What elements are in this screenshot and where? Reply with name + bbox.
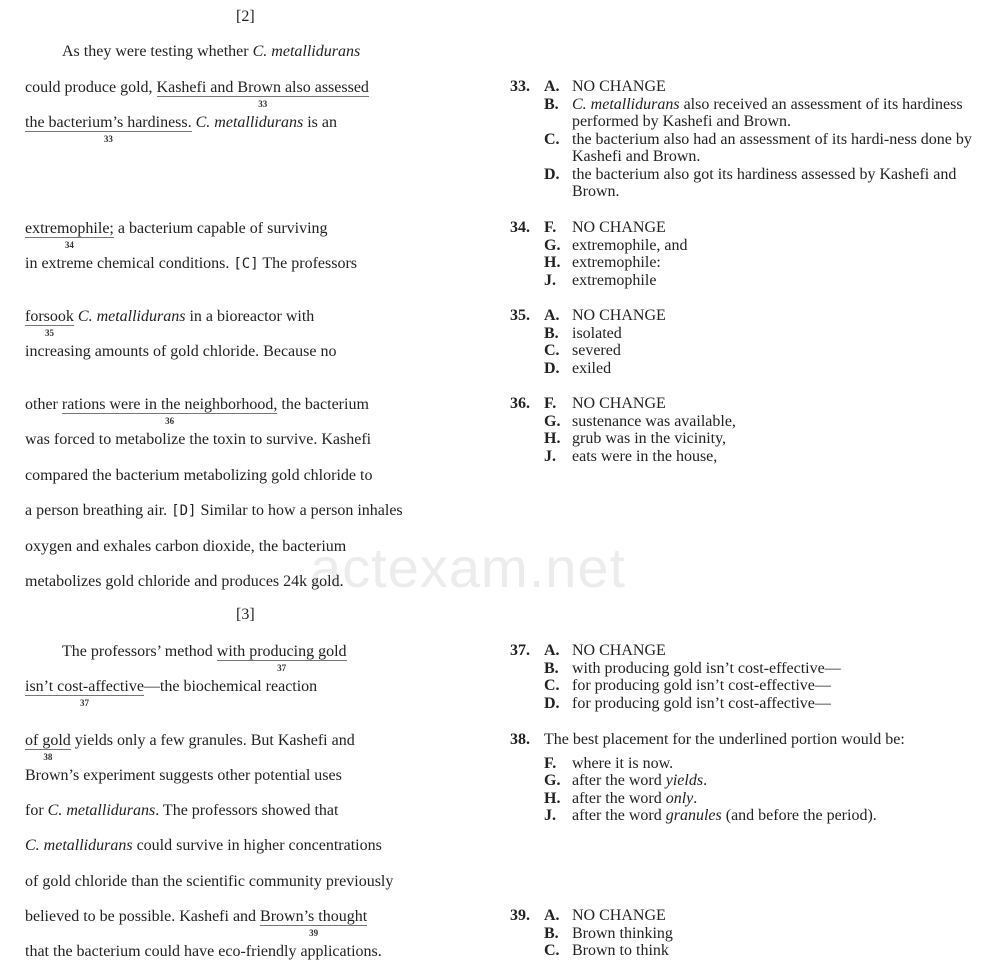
passage-line [25,907,368,938]
option-text: NO CHANGE [572,78,666,95]
passage-line: increasing amounts of gold chloride. Because no [25,343,337,360]
underlined-text: Kashefi and Brown also assessed [156,79,369,96]
underlined-text: the bacterium’s hardiness. [25,114,192,131]
word: granules [665,807,722,824]
answer-option[interactable] [510,448,980,466]
placement-marker-d: [D] [171,503,197,519]
underlined-text: Brown’s thought [260,908,368,925]
question-number: 33 [103,134,113,144]
answer-option[interactable] [510,219,980,237]
question-stem [510,731,980,749]
option-letter: H. [544,254,561,271]
option-text: NO CHANGE [572,219,666,236]
option-text: NO CHANGE [572,642,666,659]
question-number: 34. [510,219,530,236]
passage-line: oxygen and exhales carbon dioxide, the bacterium [25,538,347,555]
answer-option[interactable] [510,307,980,325]
underline-38[interactable] [25,731,71,762]
option-text: for producing gold isn’t cost-effective— [572,677,831,694]
underline-39[interactable] [260,907,368,938]
question-38 [510,731,980,825]
question-number: 39 [309,928,319,938]
text: The professors’ method [62,643,217,660]
question-number: 37. [510,642,530,659]
option-letter: H. [544,789,561,807]
option-text: Brown thinking [572,924,673,942]
passage-line [25,731,355,762]
passage-line [62,642,347,673]
text: a person breathing air. [25,502,172,519]
option-letter: F. [544,395,557,412]
option-text: extremophile [572,271,657,289]
question-number: 39. [510,907,530,924]
option-letter: B. [544,924,559,942]
passage-line [25,113,337,144]
question-number: 36 [165,416,175,426]
answer-option[interactable] [510,360,980,378]
passage-line: of gold chloride than the scientific community previously [25,873,394,890]
answer-option[interactable] [510,790,980,808]
species-name: C. metallidurans [252,43,361,60]
option-letter: G. [544,412,561,430]
question-number: 35. [510,307,530,324]
option-letter: D. [544,359,560,377]
underlined-text: forsook [25,308,74,325]
answer-option[interactable] [510,166,980,201]
underlined-text: isn’t cost-affective [25,678,144,695]
underlined-text: with producing gold [216,643,347,660]
text: —the biochemical reaction [143,678,318,695]
option-text: the bacterium also got its hardiness assessed by Kashefi and Brown. [572,165,957,200]
text: in a bioreactor with [185,308,315,325]
passage-line [25,801,338,821]
option-letter: B. [544,659,559,677]
answer-option[interactable] [510,942,980,960]
text: could survive in higher concentrations [132,837,382,854]
underline-33[interactable] [25,113,192,144]
text: Similar to how a person inhales [196,502,403,519]
passage-line [25,501,403,521]
text: The professors [258,255,358,272]
passage-line [25,395,369,426]
answer-option[interactable] [510,395,980,413]
answer-option[interactable] [510,78,980,96]
passage-line: Brown’s experiment suggests other potential uses [25,767,342,784]
answer-option[interactable] [510,430,980,448]
option-text: grub was in the vicinity, [572,430,727,447]
option-letter: C. [544,942,560,959]
option-letter: J. [544,447,556,465]
answer-option[interactable] [510,807,980,825]
answer-option[interactable] [510,695,980,713]
passage-line [62,42,360,62]
answer-option[interactable] [510,642,980,660]
passage-line [25,78,369,109]
question-number: 37 [277,663,287,673]
passage-line: compared the bacterium metabolizing gold chloride to [25,467,373,484]
answer-option[interactable] [510,677,980,695]
answer-option[interactable] [510,772,980,790]
answer-option[interactable] [510,907,980,925]
text: after the word [572,789,666,807]
option-text: NO CHANGE [572,907,666,924]
option-letter: G. [544,772,561,789]
species-name: C. metallidurans [77,308,186,325]
question-number: 33. [510,78,530,95]
underlined-text: rations were in the neighborhood, [61,396,278,413]
option-text: severed [572,342,621,359]
passage-line: that the bacterium could have eco-friendly applications. [25,943,382,960]
word: only [665,789,694,807]
option-letter: B. [544,95,559,113]
question-33 [510,78,980,201]
passage-line: metabolizes gold chloride and produces 24k gold. [25,573,344,590]
answer-option[interactable] [510,342,980,360]
passage-line: was forced to metabolize the toxin to survive. Kashefi [25,431,372,448]
text: in extreme chemical conditions. [25,255,234,272]
underline-37[interactable] [216,642,347,673]
species-name: C. metallidurans [572,95,680,113]
option-text: Brown to think [572,942,669,959]
word: yields [665,772,704,789]
option-letter: A. [544,78,560,95]
answer-option[interactable] [510,325,980,343]
text: believed to be possible. Kashefi and [25,908,261,925]
question-number: 33 [258,99,268,109]
text: other [25,396,62,413]
text: As they were testing whether [62,43,253,60]
option-text: sustenance was available, [572,412,736,430]
species-name: C. metallidurans [47,802,156,819]
option-text: where it is now. [572,754,674,772]
question-36 [510,395,980,465]
text: after the word [572,772,666,789]
option-text [572,790,980,808]
underline-35[interactable] [25,307,74,338]
question-number: 34 [64,240,74,250]
question-number: 38. [510,731,530,748]
text: for [25,802,48,819]
option-text: for producing gold isn’t cost-affective— [572,694,831,712]
option-letter: A. [544,642,560,659]
text: . [703,772,708,789]
option-text: isolated [572,324,622,342]
text: (and before the period). [721,807,877,824]
question-35 [510,307,980,377]
section-marker-3: [3] [236,606,255,623]
option-text: eats were in the house, [572,447,718,465]
option-text [572,96,980,131]
answer-option[interactable] [510,254,980,272]
underline-33[interactable] [156,78,369,109]
option-letter: F. [544,754,557,772]
option-letter: D. [544,165,560,183]
text: the bacterium [277,396,369,413]
option-letter: F. [544,219,557,236]
question-number: 35 [44,328,54,338]
answer-option[interactable] [510,755,980,773]
option-letter: J. [544,807,556,824]
species-name: C. metallidurans [25,837,133,854]
question-39 [510,907,980,960]
option-text [572,772,980,790]
answer-option[interactable] [510,237,980,255]
underline-34[interactable] [25,219,114,250]
option-letter: H. [544,430,561,447]
option-letter: C. [544,342,560,359]
placement-marker-c: [C] [233,256,259,272]
option-letter: C. [544,677,560,694]
passage-line [25,836,382,856]
question-number: 36. [510,395,530,412]
option-text: NO CHANGE [572,307,666,324]
option-text: NO CHANGE [572,395,666,412]
question-37 [510,642,980,712]
passage-line [25,254,357,274]
option-text [572,807,980,825]
answer-option[interactable] [510,660,980,678]
answer-option[interactable] [510,413,980,431]
option-letter: C. [544,130,560,148]
answer-option[interactable] [510,96,980,131]
option-letter: A. [544,307,560,324]
answer-option[interactable] [510,131,980,166]
option-text: the bacterium also had an assessment of its hardi-ness done by Kashefi and Brown. [572,130,972,165]
option-letter: J. [544,271,556,289]
underline-37[interactable] [25,677,144,708]
passage-line [25,677,318,708]
passage-line [25,307,315,338]
text: . [693,789,698,807]
underlined-text: of gold [25,732,71,749]
option-text: extremophile: [572,254,661,271]
text: . The professors showed that [155,802,339,819]
option-letter: A. [544,907,560,924]
answer-option[interactable] [510,925,980,943]
question-34 [510,219,980,289]
text: also received an assessment of its hardiness performed by Kashefi and Brown. [572,95,963,130]
option-text: extremophile, and [572,236,688,254]
passage-line [25,219,328,250]
answer-option[interactable] [510,272,980,290]
text: after the word [572,807,666,824]
option-letter: B. [544,324,559,342]
section-marker-2: [2] [236,8,255,25]
text: a bacterium capable of surviving [113,220,328,237]
species-name: C. metallidurans [195,114,304,131]
text: is an [303,114,337,131]
option-text: exiled [572,359,612,377]
question-number: 38 [43,752,53,762]
watermark: actexam.net [310,536,627,599]
question-number: 37 [79,698,89,708]
option-text: with producing gold isn’t cost-effective— [572,659,841,677]
option-letter: D. [544,694,560,712]
option-letter: G. [544,236,561,254]
underlined-text: extremophile; [25,220,114,237]
text: could produce gold, [25,79,157,96]
text: yields only a few granules. But Kashefi and [70,732,355,749]
underline-36[interactable] [61,395,278,426]
stem-text: The best placement for the underlined portion would be: [544,731,905,748]
